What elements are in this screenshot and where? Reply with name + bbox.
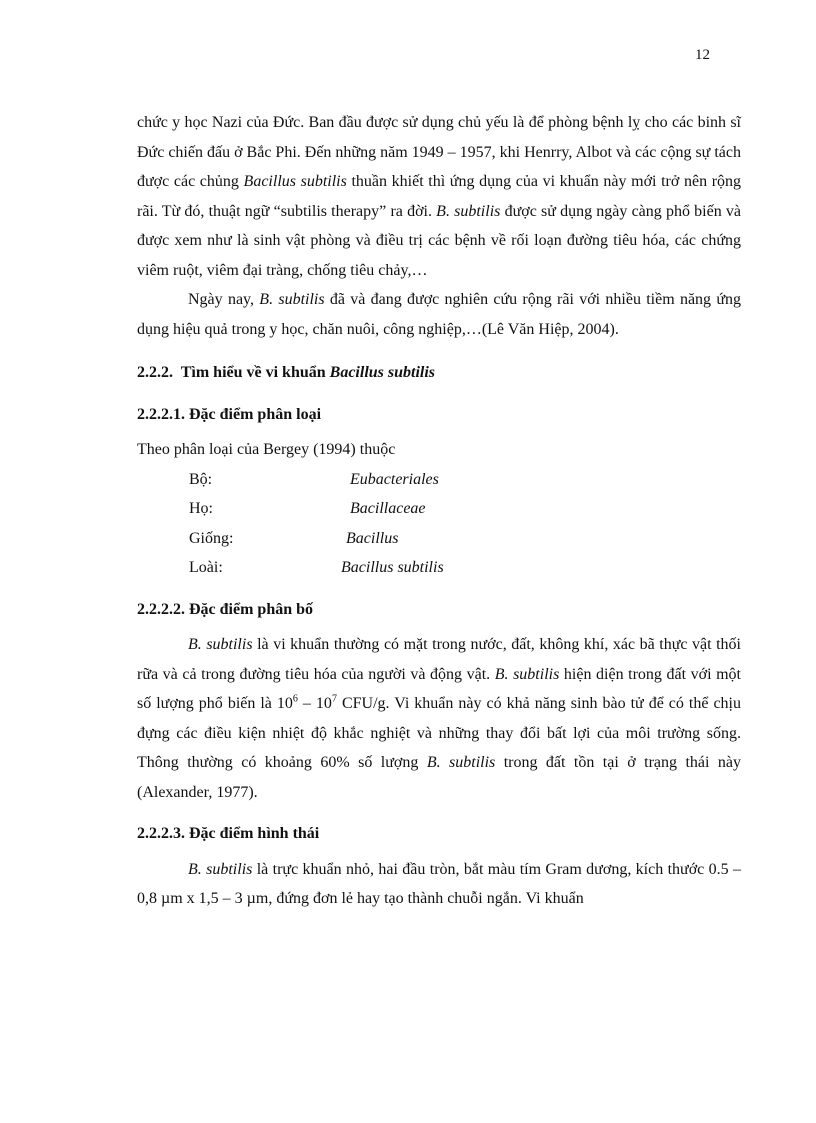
- section-heading-2222: 2.2.2.2. Đặc điểm phân bố: [137, 600, 314, 618]
- classification-row: [137, 524, 741, 554]
- section-heading-2221: 2.2.2.1. Đặc điểm phân loại: [137, 405, 322, 423]
- section-heading-222: 2.2.2. Tìm hiểu về vi khuẩn Bacillus subtilis: [137, 364, 436, 381]
- classification-row: [137, 553, 741, 583]
- classification-value: Bacillus: [346, 529, 399, 547]
- paragraph-today: Ngày nay, B. subtilis đã và đang được nghiên cứu rộng rãi với nhiều tiềm năng ứng dụng hiệu quả trong y học, chăn nuôi, công nghiệp,…(Lê Văn Hiệp, 2004).: [137, 291, 742, 338]
- classification-key: Bộ:: [189, 470, 213, 488]
- classification-intro: Theo phân loại của Bergey (1994) thuộc: [137, 441, 396, 458]
- classification-value: Bacillaceae: [350, 500, 426, 517]
- document-body: [137, 108, 741, 914]
- page-number: 12: [695, 47, 710, 63]
- section-heading-2223: 2.2.2.3. Đặc điểm hình thái: [137, 825, 320, 842]
- classification-key: Loài:: [189, 559, 223, 576]
- classification-value: Bacillus subtilis: [341, 559, 444, 576]
- paragraph-distribution: B. subtilis là vi khuẩn thường có mặt trong nước, đất, không khí, xác bã thực vật thối rữa và cả trong đường tiêu hóa của người và động vật. B. subtilis hiện diện trong đất với một số lượng phổ biến là $10^6 - 10^7$ CFU/g. Vi khuẩn này có khả năng sinh bào tử để có thể chịu đựng các điều kiện nhiệt độ khắc nghiệt và những thay đổi bất lợi của môi trường sống. Thông thường có khoảng 60% số lượng B. subtilis trong đất tồn tại ở trạng thái này (Alexander, 1977).: [137, 636, 742, 801]
- classification-key: Giống:: [189, 529, 234, 547]
- classification-row: [137, 465, 741, 495]
- classification-row: [137, 494, 741, 524]
- classification-value: Eubacteriales: [350, 470, 439, 488]
- paragraph-morphology: B. subtilis là trực khuẩn nhỏ, hai đầu tròn, bắt màu tím Gram dương, kích thước 0.5 – 0,8 µm x 1,5 – 3 µm, đứng đơn lẻ hay tạo thành chuỗi ngắn. Vi khuẩn: [137, 860, 741, 907]
- classification-key: Họ:: [189, 500, 213, 517]
- paragraph-history: chức y học Nazi của Đức. Ban đầu được sử dụng chủ yếu là để phòng bệnh lỵ cho các binh sĩ Đức chiến đấu ở Bắc Phi. Đến những năm 1949 – 1957, khi Henrry, Albot và các cộng sự tách được các chủng Bacillus subtilis thuần khiết thì ứng dụng của vi khuẩn này mới trở nên rộng rãi. Từ đó, thuật ngữ “subtilis therapy” ra đời. B. subtilis được sử dụng ngày càng phổ biến và được xem như là sinh vật phòng và điều trị các bệnh về rối loạn đường tiêu hóa, các chứng viêm ruột, viêm đại tràng, chống tiêu chảy,…: [137, 114, 742, 279]
- classification-table: [137, 465, 741, 583]
